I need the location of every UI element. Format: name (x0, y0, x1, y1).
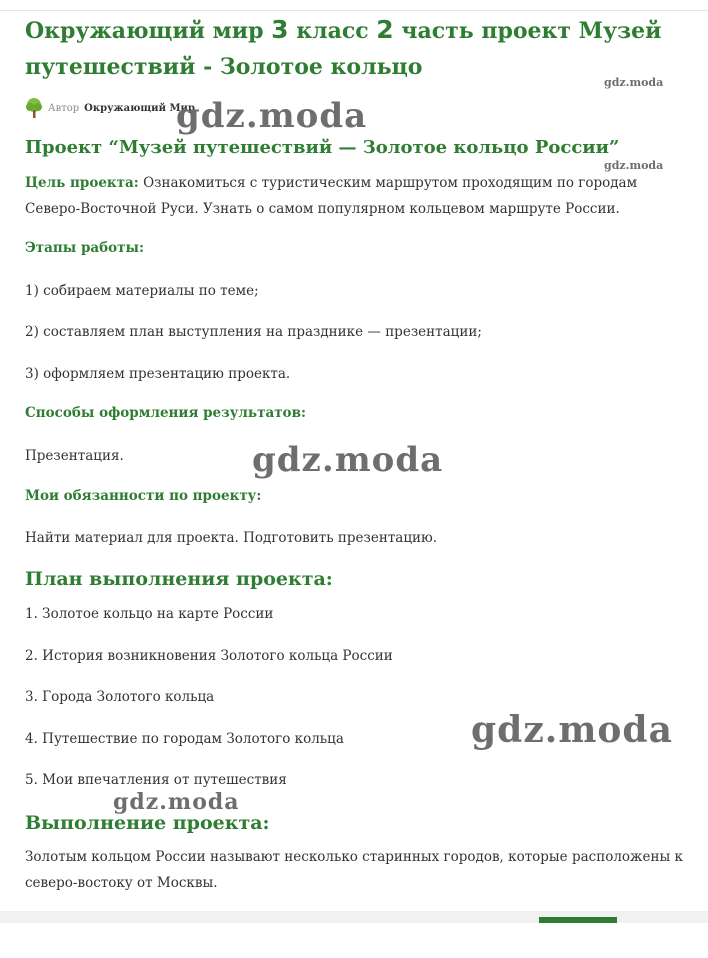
page-title (25, 12, 685, 85)
watermark-medium: gdz.moda (113, 789, 240, 815)
results-text: Презентация. (25, 448, 124, 464)
plan-heading: План выполнения проекта: (25, 568, 333, 590)
author-label: Автор (48, 102, 80, 114)
article-header (25, 12, 685, 85)
watermark-small: gdz.moda (604, 159, 664, 172)
plan-item: 5. Мои впечатления от путешествия (25, 772, 287, 788)
top-divider (0, 0, 708, 11)
plan-item: 2. История возникновения Золотого кольца России (25, 648, 393, 664)
results-label: Способы оформления результатов: (25, 405, 306, 421)
title-text-2: класс (288, 18, 377, 44)
watermark-large: gdz.moda (252, 440, 444, 480)
plan-item: 1. Золотое кольцо на карте России (25, 606, 274, 622)
title-grade: 3 (271, 15, 289, 44)
duties-label: Мои обязанности по проекту: (25, 488, 262, 504)
tree-icon (25, 97, 43, 119)
stage-item: 1) собираем материалы по теме; (25, 283, 259, 299)
goal-text: Ознакомиться с туристическим маршрутом проходящим по городам Северо-Восточной Руси. Узнать о самом популярном кольцевом маршруте России. (25, 175, 638, 217)
stages-label: Этапы работы: (25, 240, 145, 256)
article-meta (25, 97, 195, 119)
title-text-3: часть проект Музей путешествий - Золотое кольцо (25, 18, 662, 80)
category-link[interactable]: Окружающий Мир (84, 102, 195, 114)
goal-label: Цель проекта: (25, 175, 139, 191)
stage-item: 3) оформляем презентацию проекта. (25, 366, 291, 382)
watermark-large: gdz.moda (471, 709, 673, 751)
scroll-indicator[interactable] (539, 917, 617, 923)
stage-item: 2) составляем план выступления на празднике — презентации; (25, 324, 482, 340)
execution-text: Золотым кольцом России называют несколько старинных городов, которые расположены к северо-востоку от Москвы. (25, 849, 683, 891)
plan-item: 3. Города Золотого кольца (25, 689, 215, 705)
watermark-large: gdz.moda (176, 96, 368, 136)
title-text-1: Окружающий мир (25, 18, 272, 44)
project-heading: Проект “Музей путешествий — Золотое кольцо России” (25, 137, 620, 158)
title-part: 2 (376, 15, 394, 44)
duties-text: Найти материал для проекта. Подготовить презентацию. (25, 530, 438, 546)
goal-paragraph (25, 170, 685, 222)
execution-heading: Выполнение проекта: (25, 812, 270, 834)
plan-item: 4. Путешествие по городам Золотого кольца (25, 731, 344, 747)
watermark-small: gdz.moda (604, 76, 664, 89)
